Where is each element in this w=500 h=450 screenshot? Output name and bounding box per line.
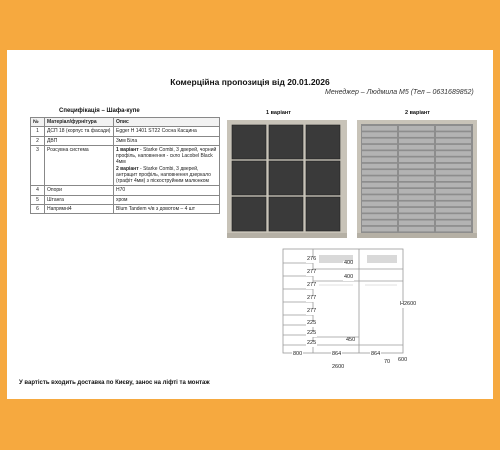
variant2-label: 2 варіант bbox=[116, 165, 139, 172]
wardrobe-variant1-image bbox=[227, 120, 347, 238]
mirror-slat bbox=[362, 151, 397, 156]
mirror-slat bbox=[362, 202, 397, 207]
mirror-slat bbox=[399, 164, 434, 169]
dim-left-2: 277 bbox=[307, 269, 317, 275]
mirror-slat bbox=[362, 132, 397, 137]
mirror-slat bbox=[362, 158, 397, 163]
row-desc bbox=[114, 145, 220, 186]
dim-mid-second: 400 bbox=[344, 274, 354, 280]
mirror-slat bbox=[436, 132, 471, 137]
row-num: 6 bbox=[31, 204, 45, 213]
mirror-slat bbox=[436, 139, 471, 144]
mirror-slat bbox=[436, 158, 471, 163]
mirror-slat bbox=[399, 176, 434, 181]
table-row bbox=[31, 195, 220, 204]
mirror-slat bbox=[362, 176, 397, 181]
dim-depth: 600 bbox=[398, 357, 408, 363]
row-desc: Blum Tandem ч/в з довотом – 4 шт bbox=[114, 204, 220, 213]
dim-left-8: 225 bbox=[307, 340, 317, 346]
table-row bbox=[31, 127, 220, 136]
dim-mid-top: 400 bbox=[344, 260, 354, 266]
dim-plinth: 70 bbox=[384, 359, 391, 365]
dim-left-1: 276 bbox=[307, 256, 317, 262]
row-material: Штанга bbox=[45, 195, 114, 204]
dim-left-3: 277 bbox=[307, 282, 317, 288]
mirror-slat bbox=[362, 208, 397, 213]
mirror-slat bbox=[362, 170, 397, 175]
spec-title: Специфікація – Шафа-купе bbox=[59, 108, 140, 114]
mirror-slat bbox=[436, 176, 471, 181]
table-row bbox=[31, 204, 220, 213]
dim-bottom-mid: 864 bbox=[332, 351, 342, 357]
mirror-slat bbox=[436, 151, 471, 156]
mirror-slat bbox=[362, 139, 397, 144]
mirror-slat bbox=[436, 145, 471, 150]
mirror-slat bbox=[436, 227, 471, 232]
dim-left-4: 277 bbox=[307, 295, 317, 301]
row-num: 1 bbox=[31, 127, 45, 136]
dim-height: H2600 bbox=[400, 301, 417, 307]
mirror-slat bbox=[399, 132, 434, 137]
dim-left-7: 225 bbox=[307, 330, 317, 336]
mirror-slat bbox=[436, 221, 471, 226]
row-desc: Egger H 1401 ST22 Сосна Касцина bbox=[114, 127, 220, 136]
row-material: Напрямні4 bbox=[45, 204, 114, 213]
mirror-slat bbox=[399, 195, 434, 200]
variant1-text: - Starke Combi, 3 дверей, чорний профіль, наповнення - скло Lacobel Black 4мм bbox=[116, 146, 217, 166]
row-material: ДВП bbox=[45, 136, 114, 145]
spec-header-material: Матеріал/фурнітура bbox=[45, 118, 114, 127]
dim-width: 2600 bbox=[332, 364, 345, 370]
mirror-slat bbox=[399, 214, 434, 219]
mirror-slat bbox=[436, 164, 471, 169]
dim-left-6: 225 bbox=[307, 320, 317, 326]
variant1-title: 1 варіант bbox=[266, 110, 291, 116]
mirror-slat bbox=[399, 151, 434, 156]
mirror-slat bbox=[399, 227, 434, 232]
mirror-slat bbox=[436, 195, 471, 200]
variant2-text: - Starke Combi, 3 дверей, антрацит профіль, наповнення дзеркало (графіт 4мм) з піскоструйним малюнком bbox=[116, 165, 211, 184]
row-desc: Н70 bbox=[114, 186, 220, 195]
mirror-slat bbox=[436, 214, 471, 219]
mirror-slat bbox=[362, 126, 397, 131]
mirror-slat bbox=[399, 126, 434, 131]
mirror-slat bbox=[399, 170, 434, 175]
dim-left-5: 277 bbox=[307, 308, 317, 314]
spec-header-num: № bbox=[31, 118, 45, 127]
row-num: 4 bbox=[31, 186, 45, 195]
mirror-slat bbox=[362, 227, 397, 232]
table-row bbox=[31, 145, 220, 186]
footer-note: У вартість входить доставка по Києву, занос на ліфті та монтаж bbox=[19, 380, 210, 386]
mirror-slat bbox=[399, 221, 434, 226]
mirror-slat bbox=[362, 183, 397, 188]
mirror-slat bbox=[399, 139, 434, 144]
table-row bbox=[31, 186, 220, 195]
row-material: Опори bbox=[45, 186, 114, 195]
mirror-slat bbox=[436, 170, 471, 175]
mirror-slat bbox=[399, 202, 434, 207]
manager-contact: Менеджер – Людмила М5 (Тел – 0631689852) bbox=[325, 89, 474, 96]
mirror-slat bbox=[436, 126, 471, 131]
mirror-slat bbox=[362, 164, 397, 169]
mirror-slat bbox=[436, 183, 471, 188]
variant1-label: 1 варіант bbox=[116, 146, 139, 153]
table-row bbox=[31, 136, 220, 145]
mirror-slat bbox=[362, 221, 397, 226]
row-desc: 3мм Біла bbox=[114, 136, 220, 145]
mirror-slat bbox=[436, 208, 471, 213]
row-desc: хром bbox=[114, 195, 220, 204]
spec-table bbox=[30, 117, 220, 214]
row-material: ДСП 18 (корпус та фасади) bbox=[45, 127, 114, 136]
spec-header-row bbox=[31, 118, 220, 127]
row-num: 2 bbox=[31, 136, 45, 145]
mirror-slat bbox=[362, 145, 397, 150]
page-title: Комерційна пропозиція від 20.01.2026 bbox=[170, 77, 330, 87]
wardrobe-variant2-image bbox=[357, 120, 477, 238]
dim-bottom-left: 800 bbox=[293, 351, 303, 357]
mirror-slat bbox=[436, 202, 471, 207]
row-num: 5 bbox=[31, 195, 45, 204]
mirror-slat bbox=[399, 158, 434, 163]
variant2-title: 2 варіант bbox=[405, 110, 430, 116]
row-material: Розсувна система bbox=[45, 145, 114, 186]
mirror-slat bbox=[399, 208, 434, 213]
mirror-slat bbox=[399, 183, 434, 188]
mirror-slat bbox=[399, 145, 434, 150]
mirror-slat bbox=[436, 189, 471, 194]
proposal-sheet bbox=[7, 50, 493, 399]
mirror-slat bbox=[362, 195, 397, 200]
mirror-slat bbox=[362, 189, 397, 194]
mirror-slat bbox=[399, 189, 434, 194]
dim-mid-lower: 450 bbox=[346, 337, 356, 343]
mirror-slat bbox=[362, 214, 397, 219]
spec-header-desc: Опис bbox=[114, 118, 220, 127]
dim-bottom-right: 864 bbox=[371, 351, 381, 357]
row-num: 3 bbox=[31, 145, 45, 186]
